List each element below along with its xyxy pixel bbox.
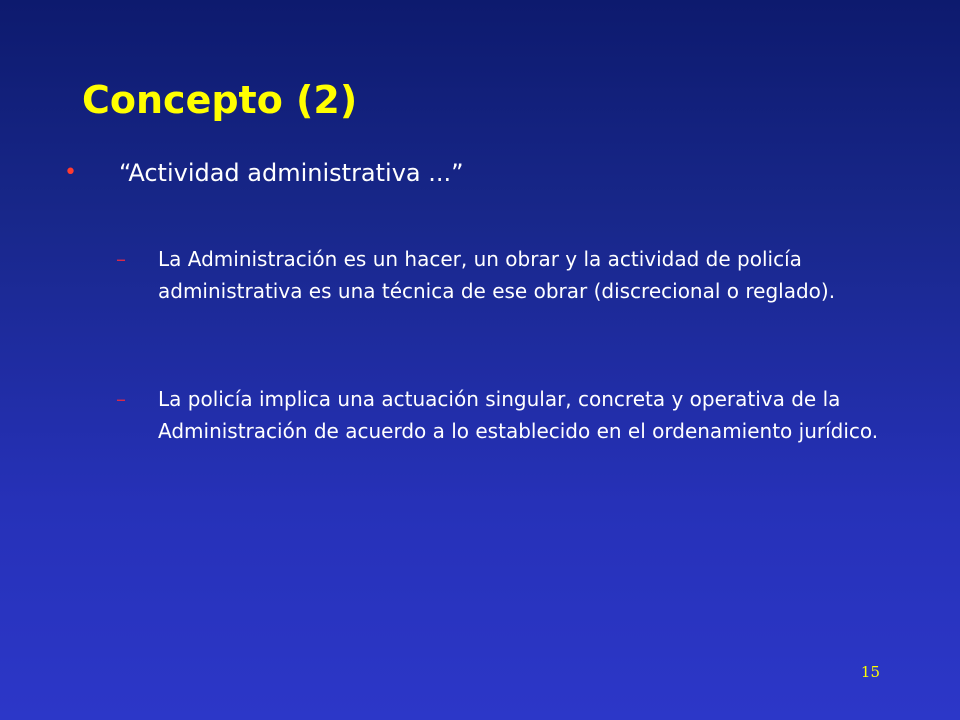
bullet-marker: • — [64, 160, 77, 185]
page-number: 15 — [860, 663, 880, 681]
main-bullet — [64, 156, 904, 190]
main-bullet-text: “Actividad administrativa ...” — [119, 159, 464, 187]
slide-title: Concepto (2) — [82, 78, 358, 122]
sub-bullet-text: La policía implica una actuación singular, concreta y operativa de la Administración de acuerdo a lo establecido en el ordenamiento jurídico. — [158, 387, 879, 443]
sub-bullet-1 — [116, 243, 916, 339]
dash-marker: – — [116, 387, 126, 411]
sub-bullet-2 — [116, 383, 916, 479]
dash-marker: – — [116, 247, 126, 271]
sub-bullet-text: La Administración es un hacer, un obrar y la actividad de policía administrativa es una técnica de ese obrar (discrecional o reglado). — [158, 247, 836, 303]
